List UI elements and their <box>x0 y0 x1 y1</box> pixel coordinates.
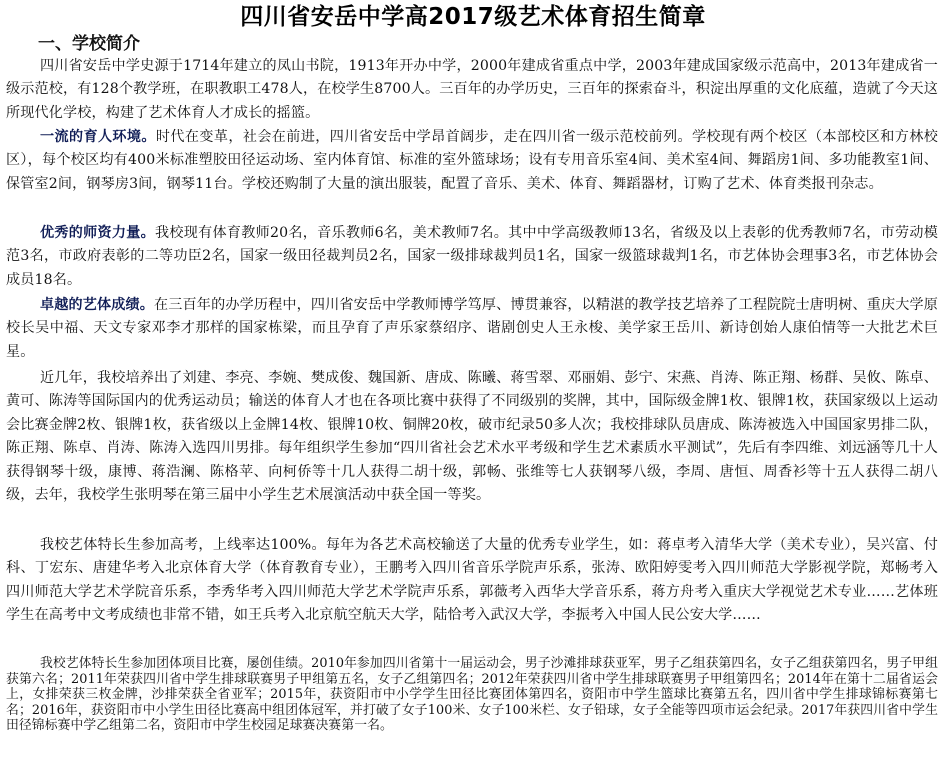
paragraph-achievements <box>6 294 938 364</box>
paragraph-history <box>6 55 938 125</box>
paragraph-admissions <box>6 534 938 628</box>
paragraph-environment-lead: 一流的育人环境。 <box>40 129 156 145</box>
paragraph-team-results <box>6 656 938 734</box>
paragraph-history-body: 四川省安岳中学史源于1714年建立的凤山书院，1913年开办中学，2000年建成省重点中学，2003年建成国家级示范高中，2013年建成省一级示范校，有128个教学班，在职教职工478人，在校学生8700人。三百年的办学历史，三百年的探索奋斗，积淀出厚重的文化底蕴，造就了今天这所现代化学校，构建了艺术体育人才成长的摇篮。 <box>6 58 938 121</box>
paragraph-environment-body: 时代在变革，社会在前进，四川省安岳中学昂首阔步，走在四川省一级示范校前列。学校现有两个校区（本部校区和方林校区），每个校区均有400米标准塑胶田径运动场、室内体育馆、标准的室外篮球场；设有专用音乐室4间、美术室4间、舞蹈房1间、多功能教室1间、保管室2间，钢琴房3间，钢琴11台。学校还购制了大量的演出服装，配置了音乐、美术、体育、舞蹈器材，订购了艺术、体育类报刊杂志。 <box>6 129 938 192</box>
paragraph-teachers-body: 我校现有体育教师20名，音乐教师6名，美术教师7名。其中中学高级教师13名，省级及以上表彰的优秀教师7名，市劳动模范3名，市政府表彰的二等功臣2名，国家一级田径裁判员2名，国家一级排球裁判员1名，国家一级篮球裁判1名，市艺体协会理事3名，市艺体协会成员18名。 <box>6 225 939 288</box>
paragraph-teachers-lead: 优秀的师资力量。 <box>40 225 155 241</box>
paragraph-environment <box>6 126 938 196</box>
paragraph-athletes-body: 近几年，我校培养出了刘建、李亮、李婉、樊成俊、魏国新、唐成、陈曦、蒋雪翠、邓丽娟、彭宁、宋燕、肖涛、陈正翔、杨群、吴攸、陈卓、黄可、陈涛等国际国内的优秀运动员；输送的体育人才也在各项比赛中获得了不同级别的奖牌，其中，国际级金牌1枚、银牌1枚，获国家级以上运动会比赛金牌2枚、银牌1枚，获省级以上金牌14枚、银牌10枚、铜牌20枚，破市纪录50多人次；我校排球队员唐成、陈涛被选入中国国家男排二队，陈正翔、陈卓、肖涛、陈涛入选四川男排。每年组织学生参加“四川省社会艺术水平考级和学生艺术素质水平测试”，先后有李四维、刘远涵等几十人获得钢琴十级，康博、蒋浩澜、陈格苹、向柯侨等十几人获得二胡十级，郭畅、张维等七人获钢琴八级，李周、唐恒、周香衫等十五人获得二胡八级，去年，我校学生张明琴在第三届中小学生艺术展演活动中获全国一等奖。 <box>6 370 938 504</box>
paragraph-achievements-body: 在三百年的办学历程中，四川省安岳中学教师博学笃厚、博贯兼容，以精湛的教学技艺培养了工程院院士唐明树、重庆大学原校长吴中福、天文专家邓李才那样的国家栋梁，而且孕育了声乐家蔡绍序、谐剧创史人王永梭、美学家王岳川、新诗创始人康伯情等一大批艺术巨星。 <box>6 297 939 360</box>
paragraph-admissions-body: 我校艺体特长生参加高考，上线率达100%。每年为各艺术高校输送了大量的优秀专业学生，如：蒋卓考入清华大学（美术专业），吴兴富、付科、丁宏东、唐建华考入北京体育大学（体育教育专业），王鹏考入四川省音乐学院声乐系，张涛、欧阳婷雯考入四川师范大学影视学院，郑畅考入四川师范大学艺术学院音乐系，李秀华考入四川师范大学艺术学院声乐系，郭薇考入西华大学音乐系，蒋方舟考入重庆大学视觉艺术专业……艺体班学生在高考中文考成绩也非常不错，如王兵考入北京航空航天大学，陆恰考入武汉大学，李振考入中国人民公安大学…… <box>6 537 938 624</box>
paragraph-teachers <box>6 222 938 292</box>
section-heading: 一、学校简介 <box>38 34 140 54</box>
paragraph-athletes <box>6 367 938 507</box>
paragraph-team-results-body: 我校艺体特长生参加团体项目比赛，屡创佳绩。2010年参加四川省第十一届运动会，男子沙滩排球获亚军，男子乙组获第四名，女子乙组获第四名，男子甲组获第六名；2011年荣获四川省中学生排球联赛男子甲组第五名，女子乙组第四名；2012年荣获四川省中学生排球联赛男子甲组第四名；2014年在第十二届省运会上，女排荣获三枚金牌，沙排荣获全省亚军；2015年，获资阳市中小学学生田径比赛团体第四名，资阳市中学生篮球比赛第五名，四川省中学生排球锦标赛第七名；2016年，获资阳市中小学生田径比赛高中组团体冠军，并打破了女子100米、女子100米栏、女子铅球，女子全能等四项市运会纪录。2017年获四川省中学生田径锦标赛中学乙组第二名，资阳市中学生校园足球赛决赛第一名。 <box>6 656 938 734</box>
paragraph-achievements-lead: 卓越的艺体成绩。 <box>40 297 155 313</box>
document-title: 四川省安岳中学高2017级艺术体育招生简章 <box>240 4 706 30</box>
